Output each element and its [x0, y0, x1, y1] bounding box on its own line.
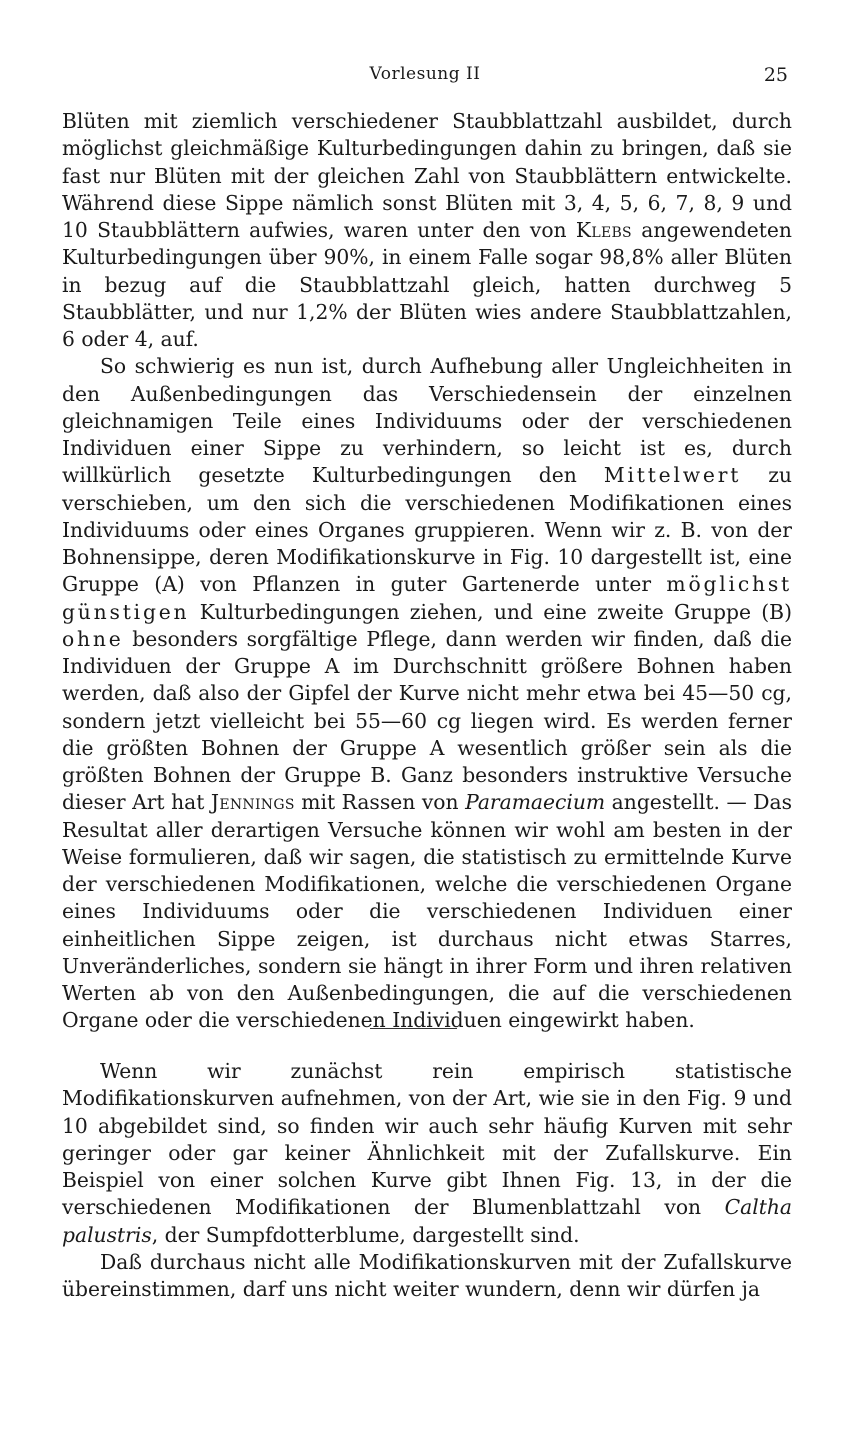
author-name-jennings: Jennings [210, 790, 295, 815]
text-run: , der Sumpfdotterblume, dargestellt sind. [151, 1222, 580, 1247]
text-run: mit Rassen von [294, 790, 466, 815]
page-header [62, 64, 788, 88]
text-run: angewendeten Kulturbedingungen über 90%, in einem Falle sogar 98,8% aller Blüten in bezug auf die Staubblattzahl gleich, hatten durchweg 5 Staubblätter, und nur 1,2% der Blüten wies andere Staubblattzahlen, 6 oder 4, auf. [62, 218, 792, 351]
running-title: Vorlesung II [369, 64, 481, 84]
emphasis-spaced: ohne [62, 626, 124, 651]
section-separator [370, 1028, 457, 1029]
taxon-name: Paramaecium [465, 790, 606, 815]
paragraph [62, 1058, 792, 1249]
taxon-name: Caltha palustris [62, 1195, 792, 1247]
text-run: zu verschieben, um den sich die verschiedenen Modifikationen eines Individuums oder eines Organes gruppieren. Wenn wir z. B. von der Bohnensippe, deren Modifikationskurve in Fig. 10 dargestellt ist, eine Gruppe (A) von Pflanzen in guter Gartenerde unter [62, 463, 792, 597]
author-name-klebs: Klebs [575, 218, 632, 242]
paragraph-continued [62, 108, 792, 353]
main-text-section [62, 108, 792, 1035]
text-run: besonders sorgfältige Pflege, dann werden wir finden, daß die Individuen der Gruppe A im Durchschnitt größere Bohnen haben werden, daß also der Gipfel der Kurve nicht mehr etwa bei 45—50 cg, sondern jetzt vielleicht bei 55—60 cg liegen wird. Es werden ferner die größten Bohnen der Gruppe A wesentlich größer sein als die größten Bohnen der Gruppe B. Ganz besonders instruktive Versuche dieser Art hat [62, 626, 792, 815]
text-run: So schwierig es nun ist, durch Aufhebung aller Ungleichheiten in den Außenbedingungen das Verschiedensein der einzelnen gleichnamigen Teile eines Individuums oder der verschiedenen Individuen einer Sippe zu verhindern, so leicht ist es, durch willkürlich gesetzte Kulturbedingungen den [62, 354, 792, 488]
emphasis-spaced: Mittelwert [603, 463, 742, 488]
text-run: Kulturbedingungen ziehen, und eine zweite Gruppe (B) [189, 599, 792, 624]
text-run: angestellt. — Das Resultat aller derartigen Versuche können wir wohl am besten in der Weise formulieren, daß wir sagen, die statistisch zu ermittelnde Kurve der verschiedenen Modifikationen, welche die verschiedenen Organe eines Individuums oder die verschiedenen Individuen einer einheitlichen Sippe zeigen, ist durchaus nicht etwas Starres, Unveränderliches, sondern sie hängt in ihrer Form und ihren relativen Werten ab von den Außenbedingungen, die auf die verschiedenen Organe oder die verschiedenen Individuen eingewirkt haben. [62, 790, 792, 1033]
text-run: Blüten mit ziemlich verschiedener Staubblattzahl ausbildet, durch möglichst gleichmäßige Kulturbedingungen dahin zu bringen, daß sie fast nur Blüten mit der gleichen Zahl von Staubblättern entwickelte. Während diese Sippe nämlich sonst Blüten mit 3, 4, 5, 6, 7, 8, 9 und 10 Staubblättern aufwies, waren unter den von [62, 109, 792, 242]
paragraph: Daß durchaus nicht alle Modifikationskurven mit der Zufallskurve übereinstimmen, darf uns nicht weiter wundern, denn wir dürfen ja [62, 1249, 792, 1301]
emphasis-spaced: möglichst günstigen [62, 572, 792, 624]
page-number: 25 [763, 64, 788, 86]
second-text-section [62, 1058, 792, 1303]
text-run: Wenn wir zunächst rein empirisch statistische Modifikationskurven aufnehmen, von der Art, wie sie in den Fig. 9 und 10 abgebildet sind, so finden wir auch sehr häufig Kurven mit sehr geringer oder gar keiner Ähnlichkeit mit der Zufallskurve. Ein Beispiel von einer solchen Kurve gibt Ihnen Fig. 13, in der die verschiedenen Modifikationen der Blumenblattzahl von [62, 1059, 792, 1220]
paragraph [62, 353, 792, 1034]
